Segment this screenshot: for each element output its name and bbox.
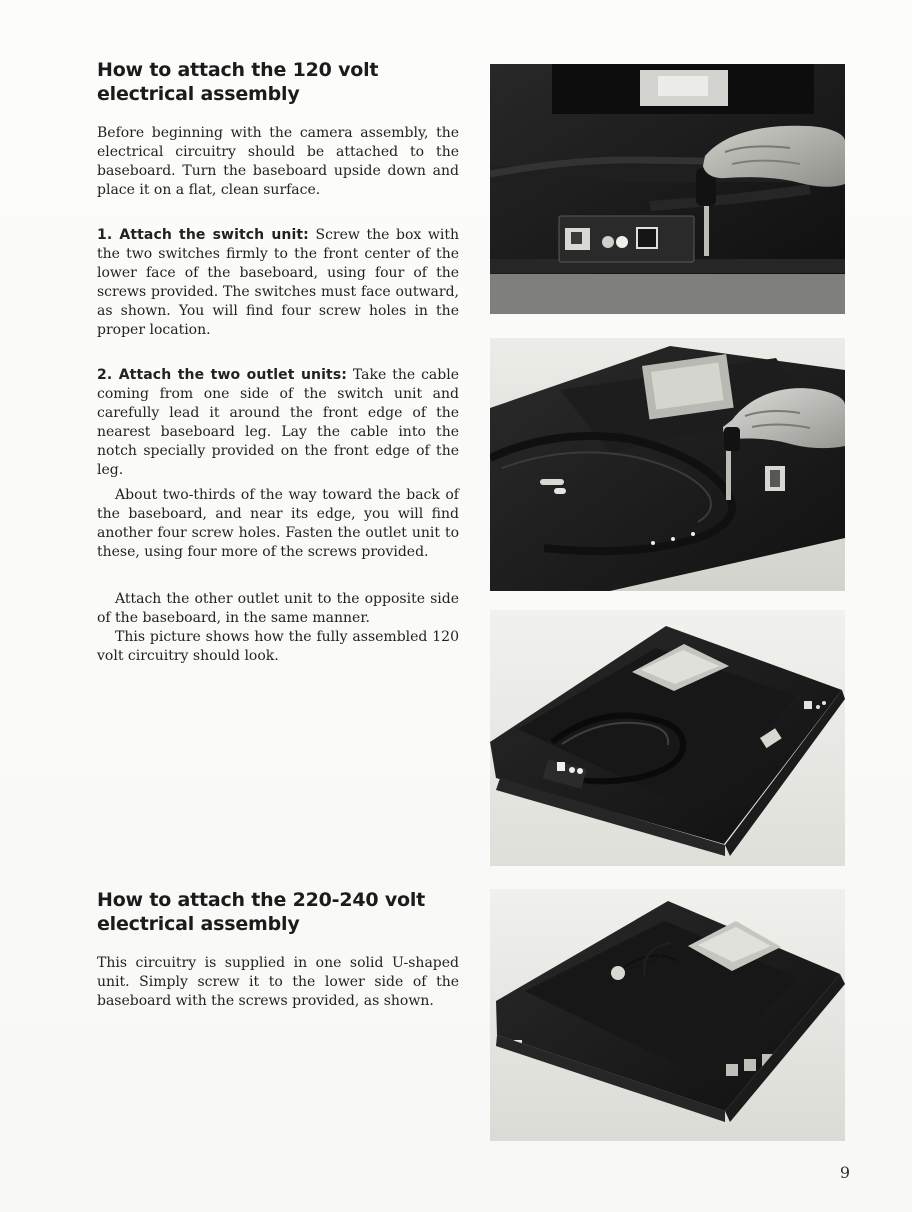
assembled-220v-circuit-photo <box>490 889 845 1141</box>
step-1-label: 1. Attach the switch unit: <box>97 227 309 243</box>
switch-unit-photo <box>490 64 845 314</box>
outlet-position-paragraph: About two-thirds of the way toward the back of the baseboard, and near its edge, you will find another four screw holes. Fasten the outlet unit to these, using four more of the screws provided. <box>97 487 459 560</box>
step-1-paragraph <box>97 226 459 340</box>
assembled-120v-circuit-photo-graphic <box>490 610 845 866</box>
section-title-220v: How to attach the 220-240 volt electrical assembly <box>97 889 426 935</box>
assembled-220v-circuit-photo-graphic <box>490 889 845 1141</box>
section-title-120v: How to attach the 120 volt electrical assembly <box>97 59 379 105</box>
assembled-120v-circuit-photo <box>490 610 845 866</box>
step-2-text: Take the cable coming from one side of the switch unit and carefully lead it around the front edge of the nearest baseboard leg. Lay the cable into the notch specially provided on the front edge of the leg. <box>97 367 460 478</box>
section-220v-paragraph: This circuitry is supplied in one solid U-shaped unit. Simply screw it to the lower side of the baseboard with the screws provided, as shown. <box>97 955 459 1009</box>
intro-paragraph: Before beginning with the camera assembly, the electrical circuitry should be attached to the baseboard. Turn the baseboard upside down and place it on a flat, clean surface. <box>97 125 459 198</box>
outlet-unit-photo <box>490 338 845 591</box>
other-outlet-paragraph: Attach the other outlet unit to the opposite side of the baseboard, in the same manner. <box>97 591 459 626</box>
switch-unit-photo-graphic <box>490 64 845 314</box>
step-2-label: 2. Attach the two outlet units: <box>97 367 347 383</box>
page-number: 9 <box>839 1163 850 1182</box>
step-2-paragraph <box>97 366 459 480</box>
section-220v <box>97 888 459 1011</box>
outlet-unit-photo-graphic <box>490 338 845 591</box>
picture-reference-paragraph: This picture shows how the fully assembled 120 volt circuitry should look. <box>97 629 459 664</box>
step-1-text: Screw the box with the two switches firmly to the front center of the lower face of the baseboard, using four of the screws provided. The switches must face outward, as shown. You will find four screw holes in the proper location. <box>97 227 460 338</box>
